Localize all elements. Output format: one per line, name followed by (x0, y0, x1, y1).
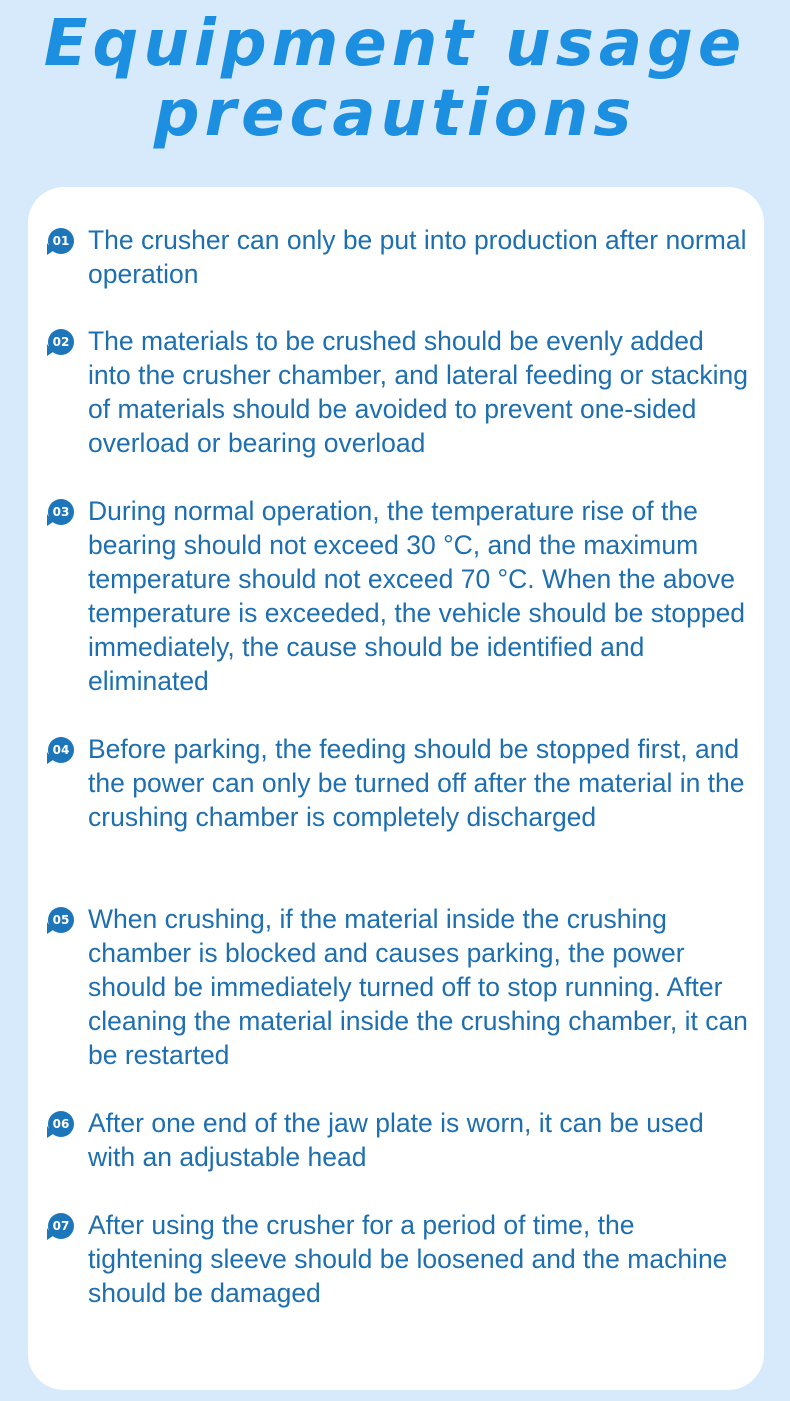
page-title-line-2: precautions (153, 77, 637, 151)
precaution-text: After using the crusher for a period of time, the tightening sleeve should be loosened and the machine should be damaged (88, 1210, 728, 1308)
number-badge-icon (48, 228, 74, 254)
badge-number: 01 (48, 228, 74, 254)
badge-number: 06 (48, 1111, 74, 1137)
number-badge-icon (48, 499, 74, 525)
precaution-text: When crushing, if the material inside the crushing chamber is blocked and causes parking, the power should be immediately turned off to stop running. After cleaning the material inside the crushing chamber, it can be restarted (88, 904, 748, 1070)
number-badge-icon (48, 1213, 74, 1239)
badge-number: 04 (48, 737, 74, 763)
precaution-text: The crusher can only be put into production after normal operation (88, 225, 747, 289)
precautions-card (28, 187, 764, 1390)
precaution-text: The materials to be crushed should be evenly added into the crusher chamber, and lateral feeding or stacking of materials should be avoided to prevent one-sided overload or bearing overload (88, 326, 748, 458)
number-badge-icon (48, 1111, 74, 1137)
precaution-text: During normal operation, the temperature rise of the bearing should not exceed 30 °C, and the maximum temperature should not exceed 70 °C. When the above temperature is exceeded, the vehicle should be stopped immediately, the cause should be identified and eliminated (88, 496, 746, 696)
number-badge-icon (48, 907, 74, 933)
number-badge-icon (48, 329, 74, 355)
badge-number: 03 (48, 499, 74, 525)
page-title-line-1: Equipment usage (43, 7, 747, 81)
precaution-text: Before parking, the feeding should be stopped first, and the power can only be turned off after the material in the crushing chamber is completely discharged (88, 734, 745, 832)
badge-number: 05 (48, 907, 74, 933)
badge-number: 07 (48, 1213, 74, 1239)
precaution-text: After one end of the jaw plate is worn, it can be used with an adjustable head (88, 1108, 704, 1172)
page-title (0, 8, 790, 150)
number-badge-icon (48, 737, 74, 763)
badge-number: 02 (48, 329, 74, 355)
